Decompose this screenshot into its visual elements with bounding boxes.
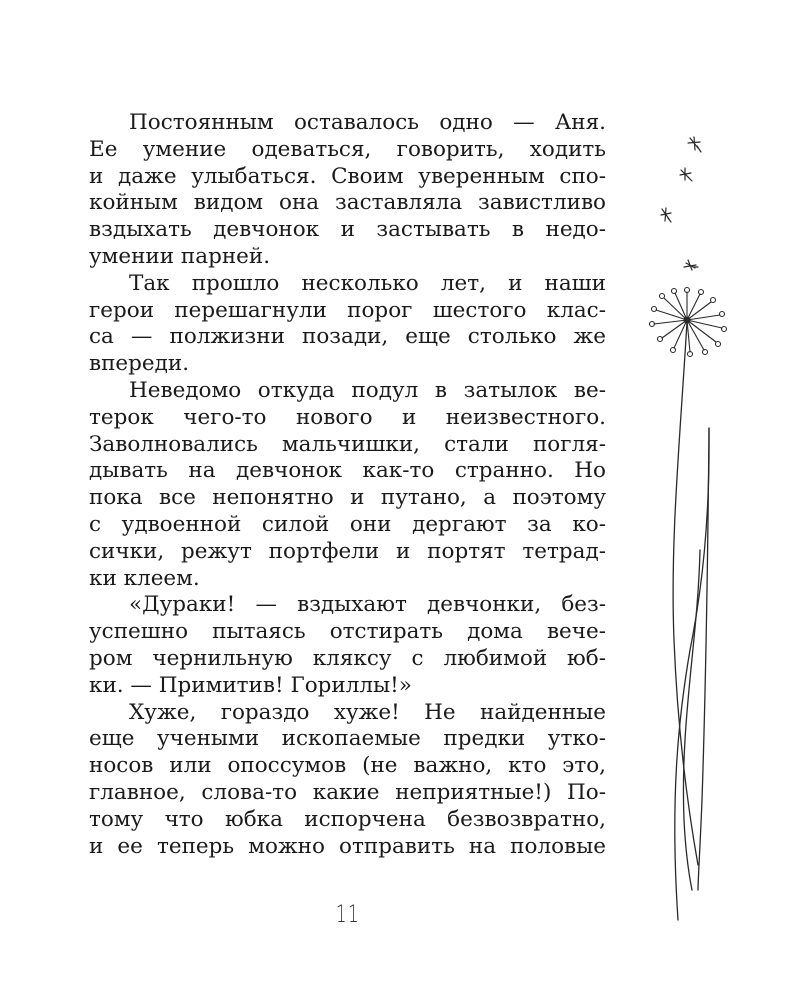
flying-seed-icon <box>688 137 701 152</box>
paragraph-4 <box>89 592 606 699</box>
text-line: ром чернильную кляксу с любимой юб- <box>89 645 606 671</box>
text-line: Заволновались мальчишки, стали погля- <box>89 431 606 457</box>
text-line: носов или опоссумов (не важно, кто это, <box>89 753 606 779</box>
paragraph-1 <box>89 110 606 271</box>
body-text <box>89 110 606 860</box>
text-line: главное, слова-то какие неприятные!) По- <box>89 779 606 805</box>
text-line: Так прошло несколько лет, и наши <box>129 270 606 296</box>
paragraph-2 <box>89 271 606 378</box>
text-line: пока все непонятно и путано, а поэтому <box>89 485 606 511</box>
text-line: ки клеем. <box>89 565 200 591</box>
text-line: терок чего-то нового и неизвестного. <box>89 404 606 430</box>
text-line: койным видом она заставляла завистливо <box>89 190 606 216</box>
flying-seed-icon <box>680 168 692 181</box>
paragraph-3 <box>89 378 606 592</box>
stem-icon <box>673 322 709 920</box>
text-line: умении парней. <box>89 243 271 269</box>
flying-seed-icon <box>661 208 671 222</box>
text-line: Ее умение одеваться, говорить, ходить <box>89 136 606 162</box>
text-line: успешно пытаясь отстирать дома вече- <box>89 619 606 645</box>
text-line: ки. — Примитив! Гориллы!» <box>89 672 412 698</box>
text-line: дывать на девчонок как-то странно. Но <box>89 458 606 484</box>
text-line: «Дураки! — вздыхают девчонки, без- <box>129 592 606 618</box>
page-number: 11 <box>335 900 361 928</box>
text-line: еще учеными ископаемые предки утко- <box>89 726 606 752</box>
text-line: Хуже, гораздо хуже! Не найденные <box>129 699 606 725</box>
paragraph-5 <box>89 700 606 861</box>
text-line: Постоянным оставалось одно — Аня. <box>129 110 606 135</box>
text-line: и даже улыбаться. Своим уверенным спо- <box>89 163 606 189</box>
text-line: са — полжизни позади, еще столько же <box>89 324 606 350</box>
text-line: Неведомо откуда подул в затылок ве- <box>129 377 606 403</box>
text-line: с удвоенной силой они дергают за ко- <box>89 511 606 537</box>
text-line: сички, режут портфели и портят тетрад- <box>89 538 606 564</box>
dandelion-illustration <box>640 120 750 930</box>
text-line: и ее теперь можно отправить на половые <box>89 833 606 859</box>
text-line: вздыхать девчонок и застывать в недо- <box>89 217 606 243</box>
text-line: тому что юбка испорчена безвозвратно, <box>89 806 606 832</box>
text-line: герои перешагнули порог шестого клас- <box>89 297 606 323</box>
flying-seed-icon <box>684 260 698 270</box>
dandelion-head-icon <box>650 288 727 357</box>
text-line: впереди. <box>89 351 190 377</box>
